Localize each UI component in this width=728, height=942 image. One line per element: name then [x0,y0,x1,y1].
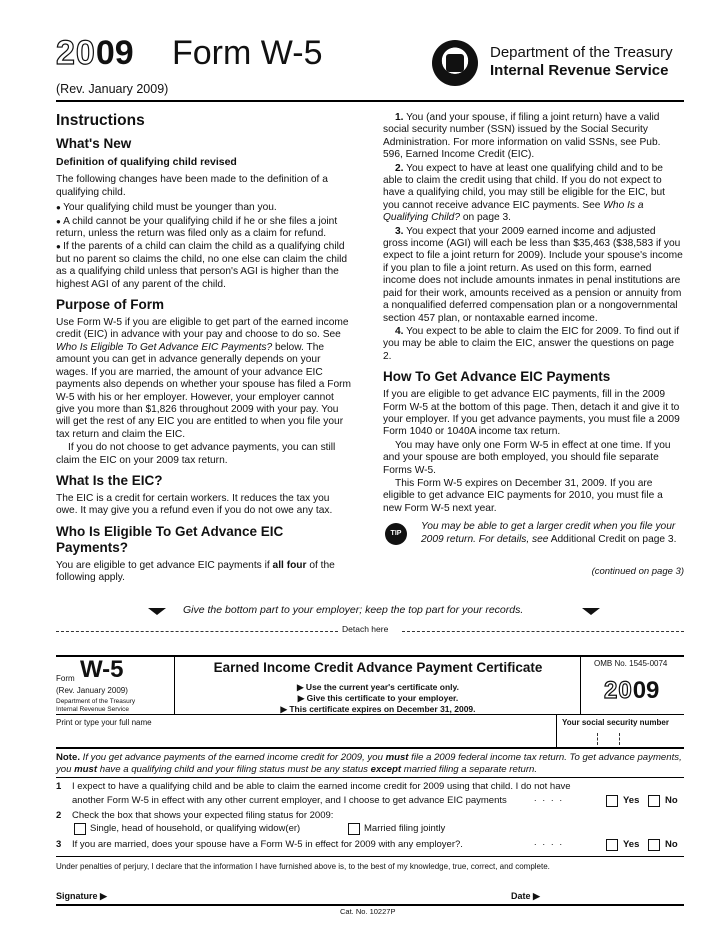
cert-divider-left [174,655,175,714]
year-solid: 09 [95,34,134,72]
line-2-number: 2 [56,810,62,821]
cert-line-rule [56,777,684,778]
line-3-text: If you are married, does your spouse have a Form W-5 in effect for 2009 with any employer?. [72,839,463,850]
agency-name: Internal Revenue Service [490,62,669,79]
how-to-heading: How To Get Advance EIC Payments [383,369,611,385]
requirement-1: 1. You (and your spouse, if filing a joint return) have a valid social security number (SSN) issued by the Social Security Administration. For more information on valid SSNs, see Pub. 596, Earned Income Credit (EIC). [383,112,661,161]
ssn-field[interactable] [560,730,684,744]
line-3-yes-label: Yes [623,839,640,850]
certificate-top-rule [56,655,684,657]
irs-seal-icon [432,40,478,86]
cert-note-rule [56,747,684,749]
header-rule [56,100,684,102]
whats-new-heading: What's New [56,136,132,151]
cert-year-solid: 09 [632,677,660,704]
requirement-3: 3. You expect that your 2009 earned income and adjusted gross income (AGI) will each be less than $35,463 ($38,583 if you expect to file a joint return for 2009). Include your spouse's income if you plan to file a joint return. As used on this form, earned income does not include amounts inmates in penal institutions are paid for their work, amounts received as a pension or annuity from a nonqualified deferred compensation plan or a nongovernmental section 457 plan, or nontaxable earned income. [383,225,683,324]
cert-title: Earned Income Credit Advance Payment Certificate [213,660,543,675]
what-is-eic-paragraph: The EIC is a credit for certain workers. It reduces the tax you owe. It may give you a refund even if you do not owe any tax. [56,492,333,517]
cert-perjury-rule [56,856,684,857]
purpose-paragraph-2: If you do not choose to get advance payments, you can still claim the EIC on your 2009 tax return. [56,442,336,466]
cert-instruction-2: ▶ Give this certificate to your employer. [297,693,459,703]
line-3-number: 3 [56,839,62,850]
omb-number: OMB No. 1545-0074 [594,659,668,668]
cert-note: Note. If you get advance payments of the earned income credit for 2009, you must file a 2009 federal income tax return. To get advance payments, you must have a qualifying child and your filing status must be any status except married filing a separate return. [56,752,682,775]
date-label: Date ▶ [511,891,540,901]
definition-intro: The following changes have been made to the definition of a qualifying child. [56,174,328,198]
tip-block [383,521,683,546]
form-title: Form W-5 [172,34,323,72]
eligible-paragraph: You are eligible to get advance EIC payments if all four of the following apply. [56,559,335,584]
cert-year-outline: 20 [604,677,633,704]
how-to-paragraph-1: If you are eligible to get advance EIC payments, fill in the 2009 Form W-5 at the bottom of this page. Then, detach it and give it to your employer. If you get advance payments, you must file a 2009 Form 1040 or 1040A income tax return. [383,389,680,438]
cert-dept: Department of the Treasury [56,698,136,705]
full-name-field[interactable] [56,728,556,742]
year-outline: 20 [56,34,96,72]
ssn-separator [619,733,620,745]
filing-status-joint-label: Married filing jointly [364,823,446,834]
cert-divider-right [580,655,581,714]
tip-icon: TIP [385,523,407,545]
line-3-no-checkbox[interactable] [648,839,660,851]
header-year [56,34,134,73]
instructions-heading: Instructions [56,112,145,129]
line-1-no-label: No [665,795,678,806]
requirement-4: 4. You expect to be able to claim the EIC for 2009. To find out if you may be able to claim the EIC, answer the questions on page 2. [383,325,680,362]
catalog-number: Cat. No. 10227P [340,907,396,916]
eligible-heading: Who Is Eligible To Get Advance EIC Payments? [56,523,284,555]
cert-name-rule [56,714,684,715]
filing-status-single-label: Single, head of household, or qualifying widow(er) [90,823,301,834]
detach-label: Detach here [342,624,389,634]
filing-status-single-checkbox[interactable] [74,823,86,835]
what-is-eic-heading: What Is the EIC? [56,472,163,488]
date-field[interactable] [550,888,684,902]
line-2-text: Check the box that shows your expected filing status for 2009: [72,810,334,821]
cert-revision: (Rev. January 2009) [56,686,128,695]
perjury-statement: Under penalties of perjury, I declare that the information I have furnished above is, to the best of my knowledge, true, correct, and complete. [56,862,550,871]
line-1-leader: .... [534,793,569,803]
revision-date: (Rev. January 2009) [56,82,169,96]
department-name: Department of the Treasury [490,44,673,61]
cert-form-number: W-5 [80,656,124,683]
detach-line-left [56,631,338,632]
cert-form-word: Form [56,674,75,683]
line-3-leader: .... [534,837,569,847]
purpose-paragraph-1: Use Form W-5 if you are eligible to get part of the earned income credit (EIC) in advance with your pay and choose to do so. See Who Is Eligible To Get Advance EIC Payments? below. The amount you can get in advance generally depends on your wages. If you are married, the amount of your advance EIC payments also depends on whether your spouse has filed a Form W-5 with his or her employer. However, your employer cannot give you more than $1,826 throughout 2009 with your pay. You will get the rest of any EIC you are entitled to when you file your tax return and claim the EIC. [56,317,352,440]
line-3-no-label: No [665,839,678,850]
line-3-yes-checkbox[interactable] [606,839,618,851]
detach-line-right [402,631,684,632]
full-name-label: Print or type your full name [56,718,152,727]
cert-instruction-3: ▶ This certificate expires on December 31, 2009. [280,704,476,714]
requirement-2: 2. You expect to have at least one qualifying child and to be able to claim the credit using that child. If you do not expect to have a qualifying child, you may still be eligible for the EIC, but you cannot receive advance EIC payments. See Who Is a Qualifying Child? on page 3. [383,162,666,224]
cert-instruction-1: ▶ Use the current year's certificate only. [297,682,459,692]
line-1-yes-label: Yes [623,795,640,806]
line-1-no-checkbox[interactable] [648,795,660,807]
cert-ssn-divider [556,714,557,747]
bullet-3: ● If the parents of a child can claim the child as a qualifying child but no parent so claims the child, no one else can claim the child as a qualifying child unless that person's AGI is higher than the highest AGI of any parent of the child. [56,241,352,291]
ssn-label: Your social security number [562,718,669,727]
bullet-1: ● Your qualifying child must be younger than you. [56,202,352,214]
arrow-down-icon [582,608,600,615]
continued-note: (continued on page 3) [591,566,684,577]
purpose-heading: Purpose of Form [56,297,165,313]
signature-field[interactable] [120,888,500,902]
ssn-separator [597,733,598,745]
line-1-text-b: another Form W-5 in effect with any other current employer, and I choose to get advance EIC payments [72,795,507,806]
cert-irs: Internal Revenue Service [56,706,129,713]
arrow-down-icon [148,608,166,615]
definition-heading: Definition of qualifying child revised [56,156,237,168]
filing-status-joint-checkbox[interactable] [348,823,360,835]
left-column [56,110,352,586]
signature-label: Signature ▶ [56,891,107,901]
line-1-text-a: I expect to have a qualifying child and be able to claim the earned income credit for 2009 using that child. I do not have [72,781,571,792]
tip-text: You may be able to get a larger credit when you file your 2009 return. For details, see Additional Credit on page 3. [421,521,677,545]
cert-year [604,677,659,705]
right-column [383,110,683,546]
how-to-paragraph-3: This Form W-5 expires on December 31, 2009. If you are eligible to get advance EIC payments for 2010, you must file a new Form W-5 next year. [383,477,663,514]
give-instruction: Give the bottom part to your employer; keep the top part for your records. [183,604,524,616]
line-1-yes-checkbox[interactable] [606,795,618,807]
line-1-number: 1 [56,781,62,792]
cert-bottom-rule [56,904,684,906]
bullet-2: ● A child cannot be your qualifying child if he or she files a joint return, unless the return was filed only as a claim for refund. [56,216,352,241]
how-to-paragraph-2: You may have only one Form W-5 in effect at one time. If you and your spouse are both employed, you should file separate Forms W-5. [383,439,671,476]
